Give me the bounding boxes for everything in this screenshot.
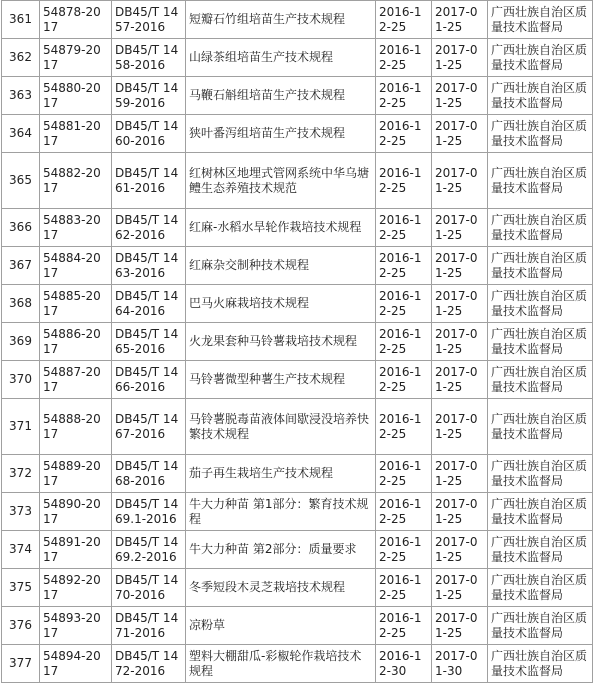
effective-date: 2017-01-25: [432, 77, 488, 115]
standard-name: 山绿茶组培苗生产技术规程: [186, 39, 376, 77]
standard-code: DB45/T 1463-2016: [112, 247, 186, 285]
effective-date: 2017-01-25: [432, 153, 488, 209]
effective-date: 2017-01-25: [432, 247, 488, 285]
record-number: 54894-2017: [40, 645, 112, 683]
table-row: [2, 607, 593, 645]
record-number: 54893-2017: [40, 607, 112, 645]
issuing-authority: 广西壮族自治区质量技术监督局: [488, 455, 593, 493]
standard-name: 红树林区地埋式管网系统中华乌塘鳢生态养殖技术规范: [186, 153, 376, 209]
standard-code: DB45/T 1469.1-2016: [112, 493, 186, 531]
effective-date: 2017-01-25: [432, 607, 488, 645]
issuing-authority: 广西壮族自治区质量技术监督局: [488, 77, 593, 115]
row-index: 364: [2, 115, 40, 153]
row-index: 370: [2, 361, 40, 399]
row-index: 376: [2, 607, 40, 645]
issuing-authority: 广西壮族自治区质量技术监督局: [488, 569, 593, 607]
issue-date: 2016-12-25: [376, 209, 432, 247]
standard-name: 茄子再生栽培生产技术规程: [186, 455, 376, 493]
record-number: 54885-2017: [40, 285, 112, 323]
issuing-authority: 广西壮族自治区质量技术监督局: [488, 1, 593, 39]
table-row: [2, 153, 593, 209]
record-number: 54891-2017: [40, 531, 112, 569]
issuing-authority: 广西壮族自治区质量技术监督局: [488, 209, 593, 247]
table-row: [2, 323, 593, 361]
issue-date: 2016-12-25: [376, 607, 432, 645]
standard-name: 狭叶番泻组培苗生产技术规程: [186, 115, 376, 153]
issue-date: 2016-12-25: [376, 247, 432, 285]
issue-date: 2016-12-25: [376, 323, 432, 361]
effective-date: 2017-01-30: [432, 645, 488, 683]
row-index: 369: [2, 323, 40, 361]
issuing-authority: 广西壮族自治区质量技术监督局: [488, 645, 593, 683]
issue-date: 2016-12-25: [376, 399, 432, 455]
standard-code: DB45/T 1459-2016: [112, 77, 186, 115]
row-index: 363: [2, 77, 40, 115]
standard-name: 牛大力种苗 第1部分：繁育技术规程: [186, 493, 376, 531]
record-number: 54890-2017: [40, 493, 112, 531]
standard-code: DB45/T 1471-2016: [112, 607, 186, 645]
row-index: 375: [2, 569, 40, 607]
standard-code: DB45/T 1468-2016: [112, 455, 186, 493]
issue-date: 2016-12-25: [376, 39, 432, 77]
standard-code: DB45/T 1462-2016: [112, 209, 186, 247]
issuing-authority: 广西壮族自治区质量技术监督局: [488, 247, 593, 285]
table-row: [2, 209, 593, 247]
row-index: 377: [2, 645, 40, 683]
issue-date: 2016-12-25: [376, 1, 432, 39]
record-number: 54886-2017: [40, 323, 112, 361]
issuing-authority: 广西壮族自治区质量技术监督局: [488, 531, 593, 569]
issuing-authority: 广西壮族自治区质量技术监督局: [488, 323, 593, 361]
standard-code: DB45/T 1466-2016: [112, 361, 186, 399]
record-number: 54892-2017: [40, 569, 112, 607]
effective-date: 2017-01-25: [432, 361, 488, 399]
standard-code: DB45/T 1472-2016: [112, 645, 186, 683]
issuing-authority: 广西壮族自治区质量技术监督局: [488, 361, 593, 399]
issue-date: 2016-12-25: [376, 531, 432, 569]
table-body: [2, 1, 593, 683]
standard-code: DB45/T 1457-2016: [112, 1, 186, 39]
issuing-authority: 广西壮族自治区质量技术监督局: [488, 285, 593, 323]
table-row: [2, 115, 593, 153]
standard-code: DB45/T 1469.2-2016: [112, 531, 186, 569]
standard-name: 马铃薯微型种薯生产技术规程: [186, 361, 376, 399]
issuing-authority: 广西壮族自治区质量技术监督局: [488, 153, 593, 209]
standard-name: 红麻-水稻水旱轮作栽培技术规程: [186, 209, 376, 247]
issuing-authority: 广西壮族自治区质量技术监督局: [488, 115, 593, 153]
table-row: [2, 285, 593, 323]
record-number: 54887-2017: [40, 361, 112, 399]
effective-date: 2017-01-25: [432, 39, 488, 77]
effective-date: 2017-01-25: [432, 115, 488, 153]
issue-date: 2016-12-25: [376, 285, 432, 323]
issue-date: 2016-12-25: [376, 455, 432, 493]
row-index: 367: [2, 247, 40, 285]
effective-date: 2017-01-25: [432, 455, 488, 493]
record-number: 54882-2017: [40, 153, 112, 209]
standard-name: 冬季短段木灵芝栽培技术规程: [186, 569, 376, 607]
effective-date: 2017-01-25: [432, 1, 488, 39]
standard-name: 牛大力种苗 第2部分：质量要求: [186, 531, 376, 569]
effective-date: 2017-01-25: [432, 285, 488, 323]
record-number: 54889-2017: [40, 455, 112, 493]
record-number: 54880-2017: [40, 77, 112, 115]
issue-date: 2016-12-25: [376, 77, 432, 115]
standard-code: DB45/T 1467-2016: [112, 399, 186, 455]
table-row: [2, 399, 593, 455]
record-number: 54878-2017: [40, 1, 112, 39]
effective-date: 2017-01-25: [432, 569, 488, 607]
row-index: 368: [2, 285, 40, 323]
standard-name: 红麻杂交制种技术规程: [186, 247, 376, 285]
issue-date: 2016-12-25: [376, 493, 432, 531]
issuing-authority: 广西壮族自治区质量技术监督局: [488, 607, 593, 645]
table-row: [2, 247, 593, 285]
standard-name: 凉粉草: [186, 607, 376, 645]
table-row: [2, 455, 593, 493]
table-row: [2, 531, 593, 569]
table-row: [2, 77, 593, 115]
row-index: 366: [2, 209, 40, 247]
issue-date: 2016-12-25: [376, 569, 432, 607]
row-index: 373: [2, 493, 40, 531]
issuing-authority: 广西壮族自治区质量技术监督局: [488, 39, 593, 77]
effective-date: 2017-01-25: [432, 209, 488, 247]
record-number: 54883-2017: [40, 209, 112, 247]
issue-date: 2016-12-25: [376, 361, 432, 399]
issue-date: 2016-12-25: [376, 115, 432, 153]
standard-code: DB45/T 1464-2016: [112, 285, 186, 323]
standard-name: 火龙果套种马铃薯栽培技术规程: [186, 323, 376, 361]
row-index: 362: [2, 39, 40, 77]
standard-code: DB45/T 1465-2016: [112, 323, 186, 361]
effective-date: 2017-01-25: [432, 323, 488, 361]
record-number: 54884-2017: [40, 247, 112, 285]
table-row: [2, 569, 593, 607]
standard-name: 巴马火麻栽培技术规程: [186, 285, 376, 323]
standard-name: 马鞭石斛组培苗生产技术规程: [186, 77, 376, 115]
issue-date: 2016-12-30: [376, 645, 432, 683]
table-row: [2, 1, 593, 39]
row-index: 372: [2, 455, 40, 493]
issuing-authority: 广西壮族自治区质量技术监督局: [488, 493, 593, 531]
row-index: 365: [2, 153, 40, 209]
standard-name: 短瓣石竹组培苗生产技术规程: [186, 1, 376, 39]
standard-code: DB45/T 1461-2016: [112, 153, 186, 209]
table-row: [2, 645, 593, 683]
record-number: 54879-2017: [40, 39, 112, 77]
row-index: 374: [2, 531, 40, 569]
table-row: [2, 39, 593, 77]
standard-name: 塑料大棚甜瓜-彩椒轮作栽培技术规程: [186, 645, 376, 683]
effective-date: 2017-01-25: [432, 493, 488, 531]
standard-code: DB45/T 1460-2016: [112, 115, 186, 153]
effective-date: 2017-01-25: [432, 531, 488, 569]
record-number: 54888-2017: [40, 399, 112, 455]
standard-code: DB45/T 1470-2016: [112, 569, 186, 607]
issue-date: 2016-12-25: [376, 153, 432, 209]
standard-name: 马铃薯脱毒苗液体间歇浸没培养快繁技术规程: [186, 399, 376, 455]
table-row: [2, 493, 593, 531]
standards-table: [1, 0, 593, 683]
standard-code: DB45/T 1458-2016: [112, 39, 186, 77]
row-index: 361: [2, 1, 40, 39]
row-index: 371: [2, 399, 40, 455]
issuing-authority: 广西壮族自治区质量技术监督局: [488, 399, 593, 455]
effective-date: 2017-01-25: [432, 399, 488, 455]
record-number: 54881-2017: [40, 115, 112, 153]
table-row: [2, 361, 593, 399]
